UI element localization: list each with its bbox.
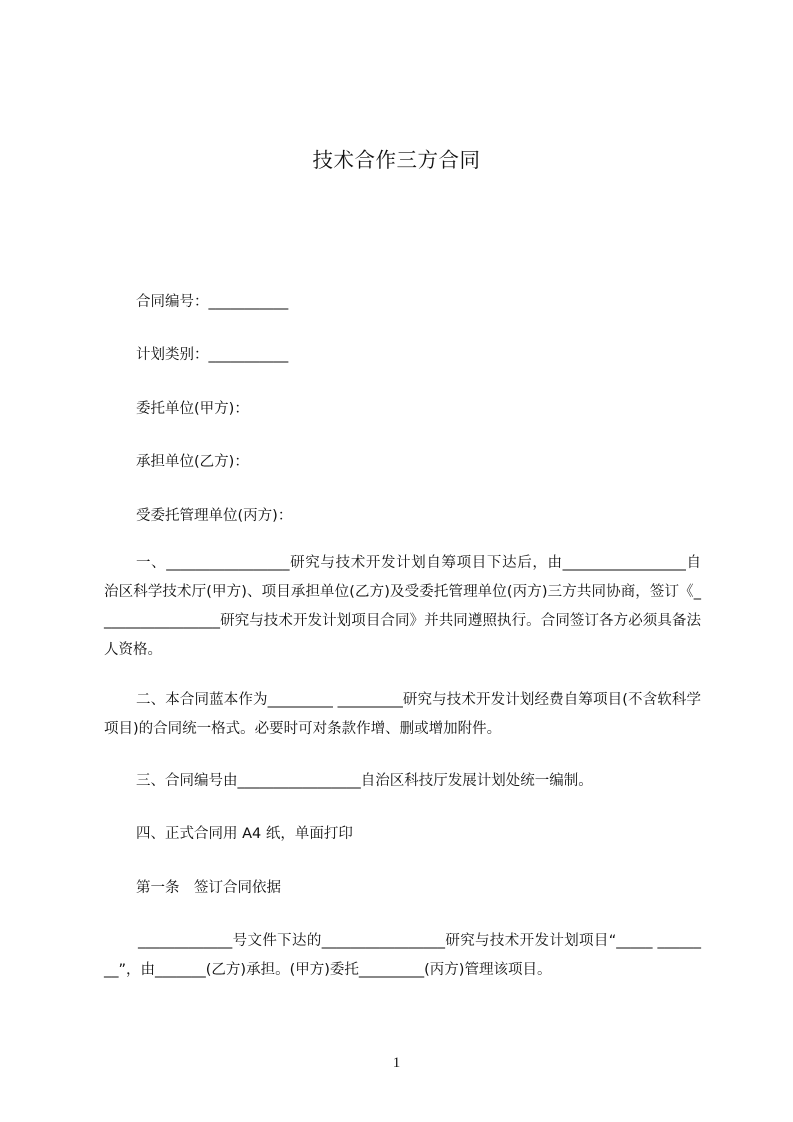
instruction-item-3: 三、合同编号由_________________自治区科技厅发展计划处统一编制。 [136,773,593,789]
instruction-item-1: 一、_________________研究与技术开发计划自筹项目下达后，由_________________自治区科学技术厅(甲方)、项目承担单位(乙方)及受委托管理单位(丙方)三方共同协商，签订《_________________研究与技术开发计划项目合同》并共同遵照执行。合同签订各方必须具备法人资格。 [104,555,701,658]
article-1-heading: 第一条 签订合同依据 [136,880,281,896]
page-number: 1 [392,1055,401,1071]
document-title: 技术合作三方合同 [312,148,481,172]
plan-category-field: 计划类别：___________ [136,347,289,363]
party-c-field: 受委托管理单位(丙方)： [136,508,293,524]
instruction-item-4: 四、正式合同用 A4 纸，单面打印 [136,826,353,842]
contract-number-field: 合同编号：___________ [136,294,289,310]
party-b-field: 承担单位(乙方)： [136,454,249,470]
instruction-item-2: 二、本合同蓝本作为_________ _________研究与技术开发计划经费自筹项目(不含软科学项目)的合同统一格式。必要时可对条款作增、删或增加附件。 [104,692,701,737]
party-a-field: 委托单位(甲方)： [136,401,249,417]
article-1-text: _____________号文件下达的_________________研究与技术开发计划项目“_____ ________”，由_______(乙方)承担。(甲方)委托_________(丙方)管理该项目。 [104,933,701,978]
